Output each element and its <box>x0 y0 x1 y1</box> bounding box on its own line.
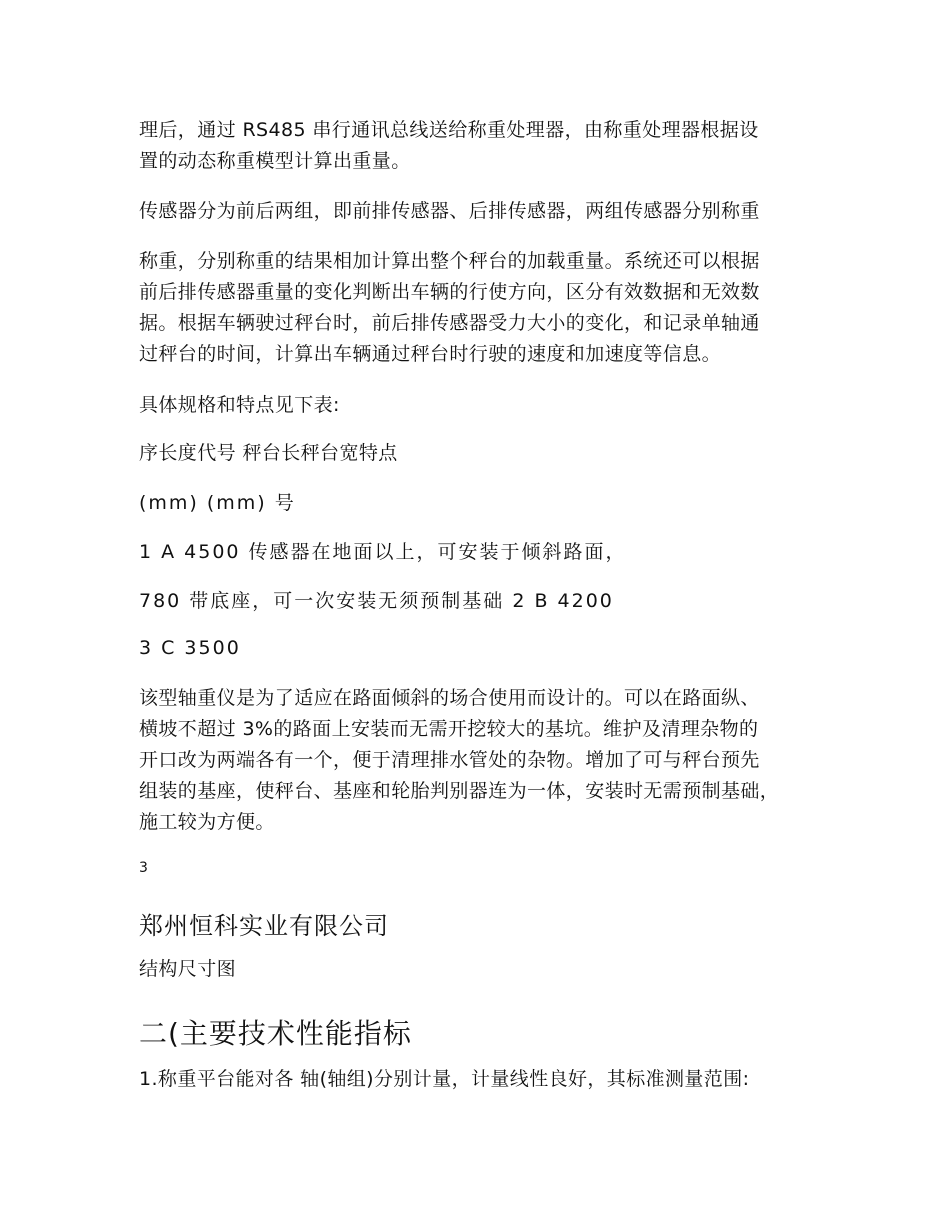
spec-intro: 具体规格和特点见下表: <box>139 394 340 416</box>
spec-table-header-units: (mm) (mm) 号 <box>139 492 296 514</box>
page-number: 3 <box>139 860 148 876</box>
paragraph-line: 组装的基座，使秤台、基座和轮胎判别器连为一体，安装时无需预制基础， <box>139 780 780 802</box>
paragraph-line: 理后，通过 RS485 串行通讯总线送给称重处理器，由称重处理器根据设 <box>139 119 759 141</box>
paragraph-line: 前后排传感器重量的变化判断出车辆的行使方向，区分有效数据和无效数 <box>139 281 760 303</box>
paragraph-line: 施工较为方便。 <box>139 811 275 833</box>
spec-table-row: 3 C 3500 <box>139 637 241 659</box>
spec-table-row: 1 A 4500 传感器在地面以上，可安装于倾斜路面， <box>139 541 627 563</box>
company-name: 郑州恒科实业有限公司 <box>139 912 389 940</box>
spec-table-row: 780 带底座，可一次安装无须预制基础 2 B 4200 <box>139 590 614 612</box>
paragraph-line: 过秤台的时间，计算出车辆通过秤台时行驶的速度和加速度等信息。 <box>139 343 722 365</box>
paragraph-line: 开口改为两端各有一个，便于清理排水管处的杂物。增加了可与秤台预先 <box>139 749 760 771</box>
list-item: 1.称重平台能对各 轴(轴组)分别计量，计量线性良好，其标准测量范围: <box>139 1068 750 1090</box>
paragraph-line: 称重，分别称重的结果相加计算出整个秤台的加载重量。系统还可以根据 <box>139 250 760 272</box>
paragraph-line: 横坡不超过 3%的路面上安装而无需开挖较大的基坑。维护及清理杂物的 <box>139 718 759 740</box>
paragraph-line: 据。根据车辆驶过秤台时，前后排传感器受力大小的变化，和记录单轴通 <box>139 312 760 334</box>
spec-table-header: 序长度代号 秤台长秤台宽特点 <box>139 442 398 464</box>
paragraph-line: 该型轴重仪是为了适应在路面倾斜的场合使用而设计的。可以在路面纵、 <box>139 687 760 709</box>
section-heading: 二(主要技术性能指标 <box>139 1017 412 1050</box>
figure-caption: 结构尺寸图 <box>139 958 237 980</box>
paragraph-line: 传感器分为前后两组，即前排传感器、后排传感器，两组传感器分别称重 <box>139 200 760 222</box>
paragraph-line: 置的动态称重模型计算出重量。 <box>139 150 411 172</box>
